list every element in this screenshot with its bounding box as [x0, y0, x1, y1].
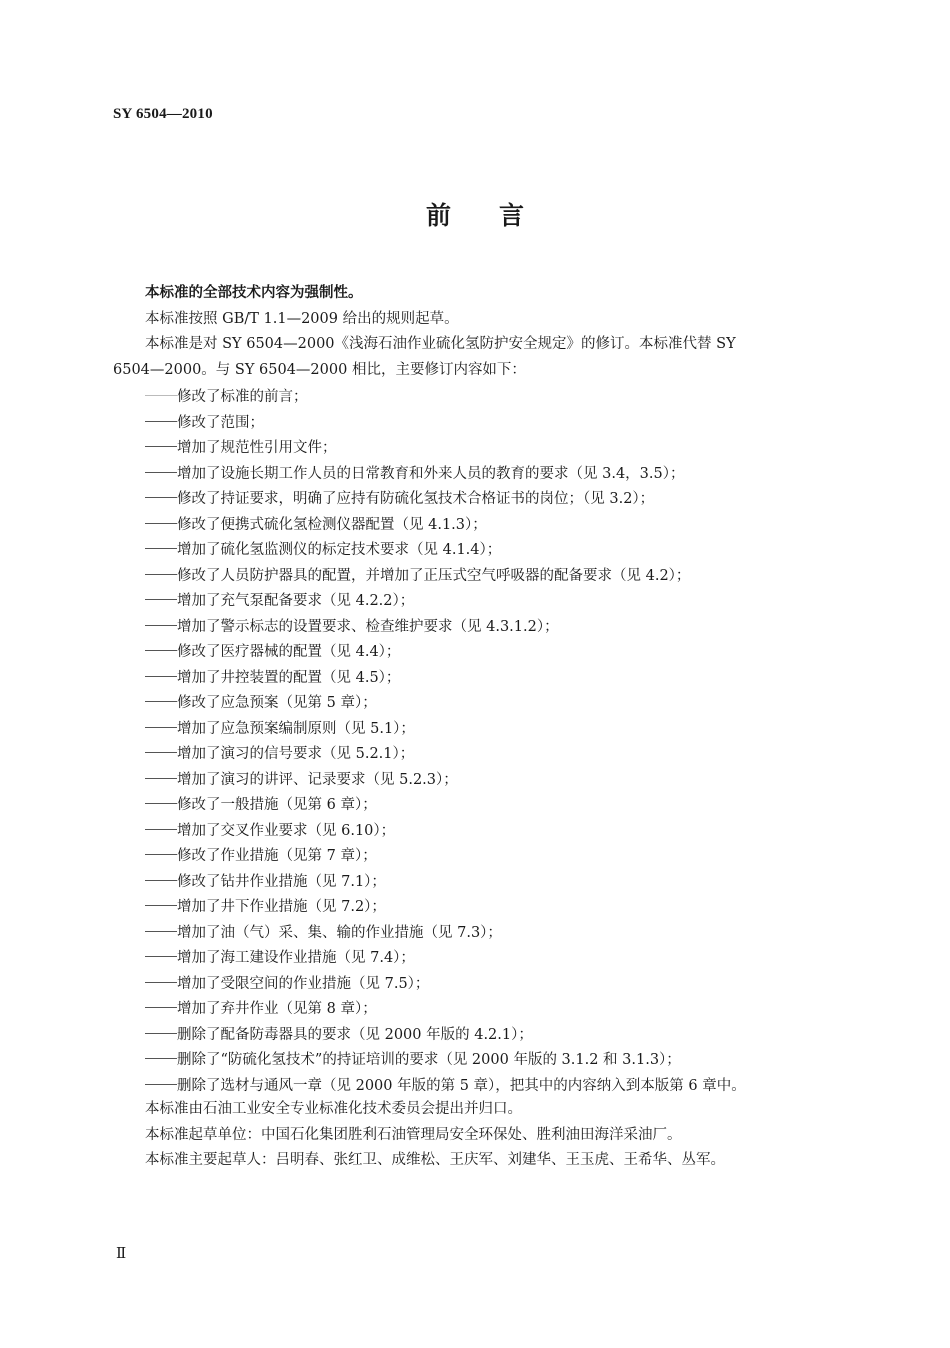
em-dash-bullet	[145, 599, 177, 600]
change-list-item-text: 修改了医疗器械的配置（见 4.4）；	[177, 644, 401, 661]
change-list-item	[113, 613, 848, 639]
em-dash-bullet	[145, 625, 177, 626]
change-list-item-text: 增加了演习的信号要求（见 5.2.1）；	[177, 746, 415, 763]
change-list-item	[113, 638, 848, 664]
change-list-item-text: 删除了配备防毒器具的要求（见 2000 年版的 4.2.1）；	[177, 1026, 533, 1043]
drafting-unit-statement: 本标准起草单位：中国石化集团胜利石油管理局安全环保处、胜利油田海洋采油厂。	[145, 1126, 682, 1143]
em-dash-bullet	[145, 395, 177, 396]
em-dash-bullet	[145, 446, 177, 447]
em-dash-bullet	[145, 727, 177, 728]
change-list-item-text: 增加了受限空间的作业措施（见 7.5）；	[177, 975, 430, 992]
change-list-item	[113, 944, 848, 970]
change-list-item-text: 增加了交叉作业要求（见 6.10）；	[177, 822, 396, 839]
change-list-item-text: 增加了警示标志的设置要求、检查维护要求（见 4.3.1.2）；	[177, 618, 559, 635]
change-list-item	[113, 536, 848, 562]
changes-list	[113, 383, 848, 1097]
change-list-item-text: 修改了标准的前言；	[177, 389, 308, 406]
change-list-item	[113, 689, 848, 715]
em-dash-bullet	[145, 803, 177, 804]
change-list-item-text: 增加了应急预案编制原则（见 5.1）；	[177, 720, 415, 737]
revision-statement-line1: 本标准是对 SY 6504—2000《浅海石油作业硫化氢防护安全规定》的修订。本标准代替 SY	[145, 336, 736, 352]
change-list-item-text: 删除了选材与通风一章（见 2000 年版的第 5 章），把其中的内容纳入到本版第 6 章中。	[177, 1077, 746, 1094]
change-list-item	[113, 842, 848, 868]
em-dash-bullet	[145, 829, 177, 830]
em-dash-bullet	[145, 778, 177, 779]
change-list-item	[113, 485, 848, 511]
change-list-item-text: 修改了便携式硫化氢检测仪器配置（见 4.1.3）；	[177, 516, 487, 533]
em-dash-bullet	[145, 931, 177, 932]
em-dash-bullet	[145, 982, 177, 983]
change-list-item	[113, 460, 848, 486]
drafting-rule: 本标准按照 GB/T 1.1—2009 给出的规则起草。	[145, 310, 459, 327]
em-dash-bullet	[145, 523, 177, 524]
em-dash-bullet	[145, 421, 177, 422]
page-number: Ⅱ	[116, 1246, 127, 1262]
em-dash-bullet	[145, 1084, 177, 1085]
em-dash-bullet	[145, 752, 177, 753]
em-dash-bullet	[145, 472, 177, 473]
change-list-item-text: 修改了范围；	[177, 414, 264, 431]
em-dash-bullet	[145, 1058, 177, 1059]
em-dash-bullet	[145, 1033, 177, 1034]
change-list-item	[113, 1072, 848, 1098]
change-list-item	[113, 511, 848, 537]
change-list-item-text: 增加了充气泵配备要求（见 4.2.2）；	[177, 593, 415, 610]
em-dash-bullet	[145, 574, 177, 575]
change-list-item	[113, 664, 848, 690]
change-list-item	[113, 868, 848, 894]
change-list-item-text: 修改了应急预案（见第 5 章）；	[177, 695, 377, 712]
change-list-item-text: 增加了井控装置的配置（见 4.5）；	[177, 669, 401, 686]
change-list-item-text: 删除了“防硫化氢技术”的持证培训的要求（见 2000 年版的 3.1.2 和 3.1.3）；	[177, 1052, 681, 1069]
proposer-statement: 本标准由石油工业安全专业标准化技术委员会提出并归口。	[145, 1101, 522, 1117]
em-dash-bullet	[145, 497, 177, 498]
em-dash-bullet	[145, 676, 177, 677]
standard-code-header: SY 6504—2010	[113, 106, 213, 122]
change-list-item	[113, 383, 848, 409]
change-list-item	[113, 791, 848, 817]
change-list-item	[113, 817, 848, 843]
change-list-item-text: 增加了油（气）采、集、输的作业措施（见 7.3）；	[177, 924, 502, 941]
em-dash-bullet	[145, 1007, 177, 1008]
change-list-item	[113, 995, 848, 1021]
change-list-item	[113, 970, 848, 996]
change-list-item-text: 增加了硫化氢监测仪的标定技术要求（见 4.1.4）；	[177, 542, 502, 559]
change-list-item	[113, 409, 848, 435]
mandatory-statement: 本标准的全部技术内容为强制性。	[145, 285, 363, 301]
change-list-item-text: 修改了持证要求，明确了应持有防硫化氢技术合格证书的岗位；（见 3.2）；	[177, 491, 655, 508]
change-list-item	[113, 715, 848, 741]
drafters-statement: 本标准主要起草人：吕明春、张红卫、成维松、王庆军、刘建华、王玉虎、王希华、丛军。	[145, 1152, 725, 1168]
em-dash-bullet	[145, 854, 177, 855]
change-list-item-text: 增加了设施长期工作人员的日常教育和外来人员的教育的要求（见 3.4，3.5）；	[177, 465, 685, 482]
change-list-item-text: 增加了弃井作业（见第 8 章）；	[177, 1001, 377, 1018]
change-list-item	[113, 587, 848, 613]
change-list-item	[113, 766, 848, 792]
em-dash-bullet	[145, 548, 177, 549]
change-list-item	[113, 893, 848, 919]
change-list-item	[113, 1046, 848, 1072]
page-title: 前言	[425, 201, 572, 230]
change-list-item-text: 增加了演习的讲评、记录要求（见 5.2.3）；	[177, 771, 458, 788]
change-list-item-text: 增加了规范性引用文件；	[177, 440, 337, 457]
change-list-item-text: 增加了海工建设作业措施（见 7.4）；	[177, 950, 415, 967]
foreword-body	[113, 281, 848, 1174]
change-list-item	[113, 740, 848, 766]
change-list-item	[113, 434, 848, 460]
change-list-item-text: 增加了井下作业措施（见 7.2）；	[177, 899, 386, 916]
change-list-item-text: 修改了钻井作业措施（见 7.1）；	[177, 873, 386, 890]
change-list-item	[113, 919, 848, 945]
em-dash-bullet	[145, 650, 177, 651]
change-list-item	[113, 562, 848, 588]
em-dash-bullet	[145, 880, 177, 881]
em-dash-bullet	[145, 905, 177, 906]
change-list-item-text: 修改了人员防护器具的配置，并增加了正压式空气呼吸器的配备要求（见 4.2）；	[177, 567, 691, 584]
em-dash-bullet	[145, 956, 177, 957]
change-list-item-text: 修改了一般措施（见第 6 章）；	[177, 797, 377, 814]
change-list-item	[113, 1021, 848, 1047]
change-list-item-text: 修改了作业措施（见第 7 章）；	[177, 848, 377, 865]
em-dash-bullet	[145, 701, 177, 702]
revision-statement-line2: 6504—2000。与 SY 6504—2000 相比，主要修订内容如下：	[113, 361, 526, 378]
